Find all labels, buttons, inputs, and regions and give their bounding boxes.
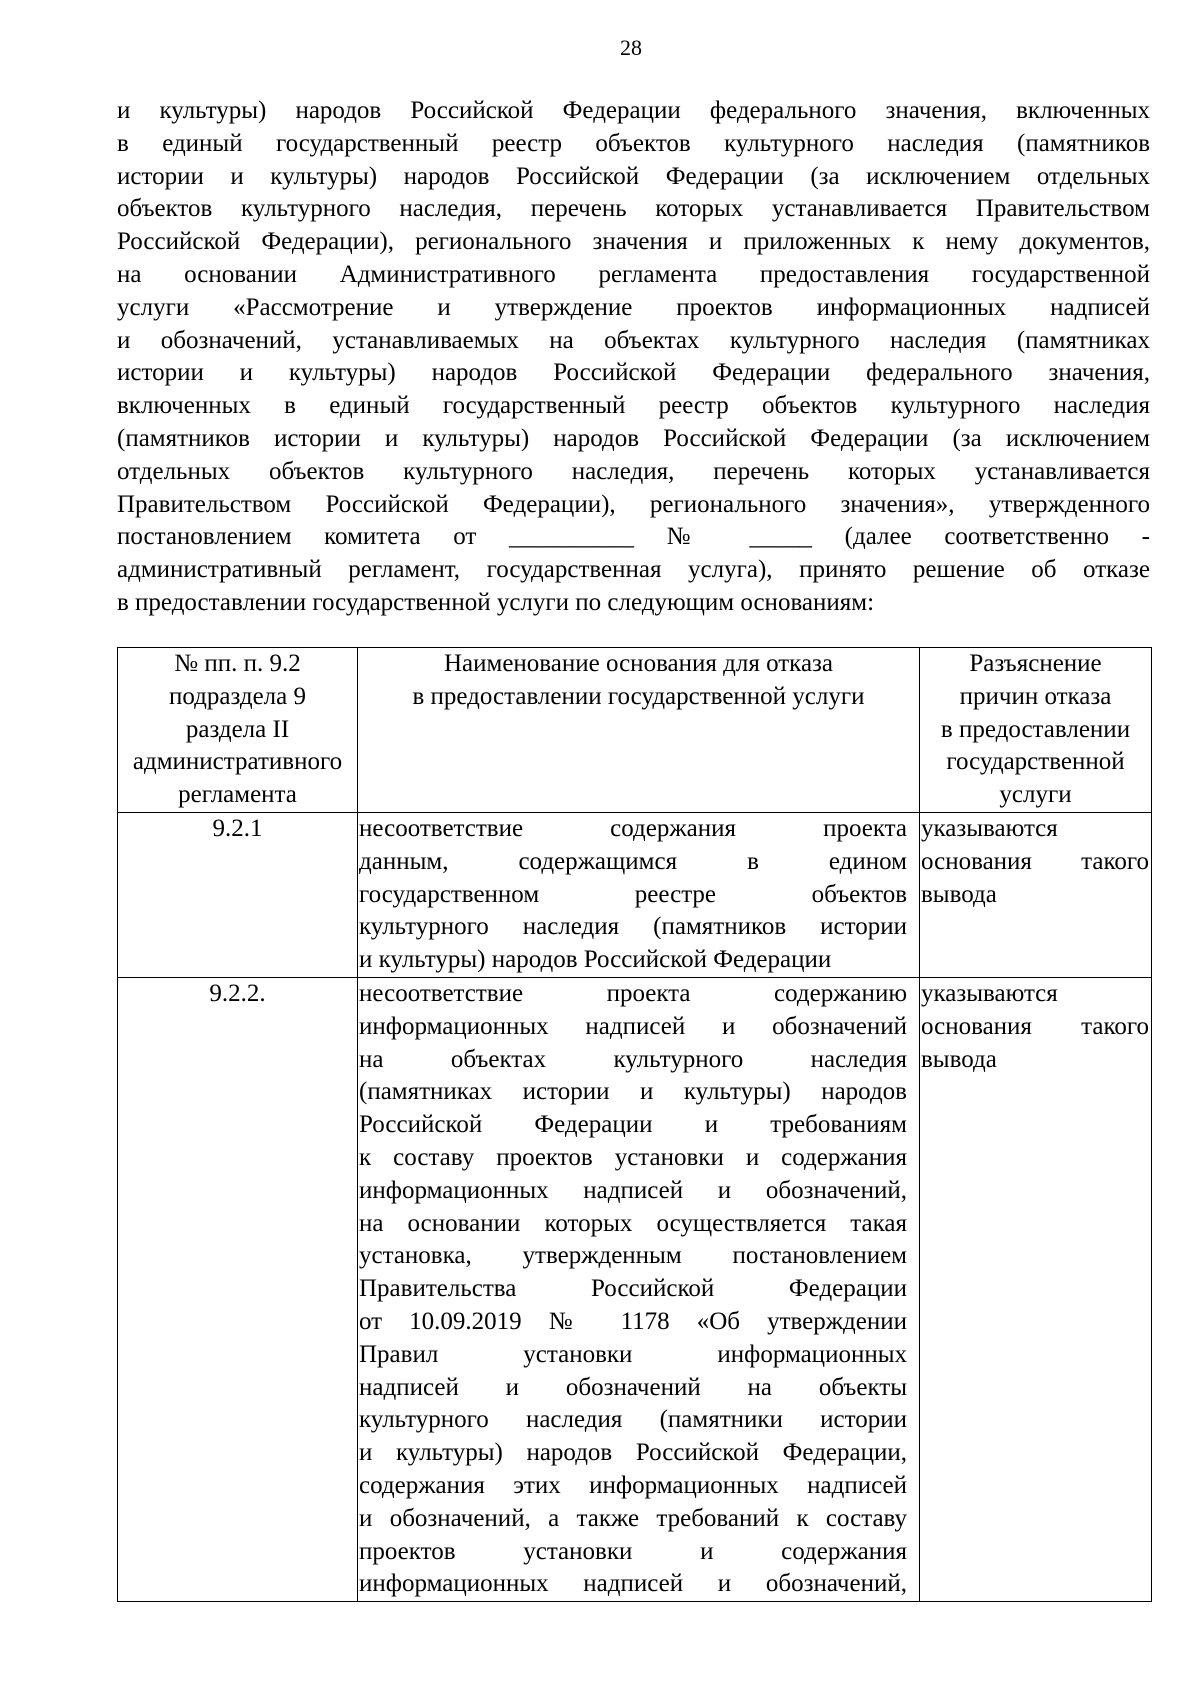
row-explanation: указываются основания такого вывода xyxy=(920,812,1152,977)
body-line: на основании Административного регламента предоставления государственной xyxy=(117,260,1150,288)
body-paragraph xyxy=(117,95,1150,620)
row-explanation: указываются основания такого вывода xyxy=(920,977,1152,1601)
body-line: истории и культуры) народов Российской Федерации федерального значения, xyxy=(117,359,1150,387)
row-number: 9.2.2. xyxy=(118,977,358,1601)
body-line: Российской Федерации), регионального значения и приложенных к нему документов, xyxy=(117,228,1150,256)
body-line: и культуры) народов Российской Федерации федерального значения, включенных xyxy=(117,97,1150,124)
row-number: 9.2.1 xyxy=(118,812,358,977)
body-line: административный регламент, государственная услуга), принято решение об отказе xyxy=(117,556,1150,584)
body-line: услуги «Рассмотрение и утверждение проектов информационных надписей xyxy=(117,293,1150,321)
body-line: Правительством Российской Федерации), регионального значения», утвержденного xyxy=(117,490,1150,518)
refusal-grounds-table xyxy=(117,647,1152,1602)
row-reason: несоответствие проекта содержанию информационных надписей и обозначений на объектах культурного наследия (памятниках истории и культуры) народов Российской Федерации и требованиям к составу проектов установки и содержания информационных надписей и обозначений, на основании которых осуществляется такая установка, утвержденным постановлением Правительства Российской Федерации от 10.09.2019 № 1178 «Об утверждении Правил установки информационных надписей и обозначений на объекты культурного наследия (памятники истории и культуры) народов Российской Федерации, содержания этих информационных надписей и обозначений, а также требований к составу проектов установки и содержания информационных надписей и обозначений, xyxy=(358,977,920,1601)
table-row xyxy=(118,977,1152,1601)
body-line: (памятников истории и культуры) народов Российской Федерации (за исключением xyxy=(117,424,1150,452)
table-header-row xyxy=(118,648,1152,813)
body-line: истории и культуры) народов Российской Федерации (за исключением отдельных xyxy=(117,162,1150,190)
body-line: постановлением комитета от __________ № _____ (далее соответственно - xyxy=(117,523,1150,551)
header-reason: Наименование основания для отказа в предоставлении государственной услуги xyxy=(358,648,920,813)
body-line: в предоставлении государственной услуги по следующим основаниям: xyxy=(117,588,875,616)
table-row xyxy=(118,812,1152,977)
body-line: объектов культурного наследия, перечень которых устанавливается Правительством xyxy=(117,195,1150,223)
body-line: в единый государственный реестр объектов культурного наследия (памятников xyxy=(117,129,1150,157)
header-number: № пп. п. 9.2 подраздела 9 раздела II административного регламента xyxy=(118,648,358,813)
body-line: включенных в единый государственный реестр объектов культурного наследия xyxy=(117,392,1150,420)
body-line: отдельных объектов культурного наследия, перечень которых устанавливается xyxy=(117,457,1150,485)
row-reason: несоответствие содержания проекта данным, содержащимся в едином государственном реестре объектов культурного наследия (памятников истории и культуры) народов Российской Федерации xyxy=(358,812,920,977)
header-explanation: Разъяснение причин отказа в предоставлении государственной услуги xyxy=(920,648,1152,813)
body-line: и обозначений, устанавливаемых на объектах культурного наследия (памятниках xyxy=(117,326,1150,354)
page-number: 28 xyxy=(620,35,642,60)
